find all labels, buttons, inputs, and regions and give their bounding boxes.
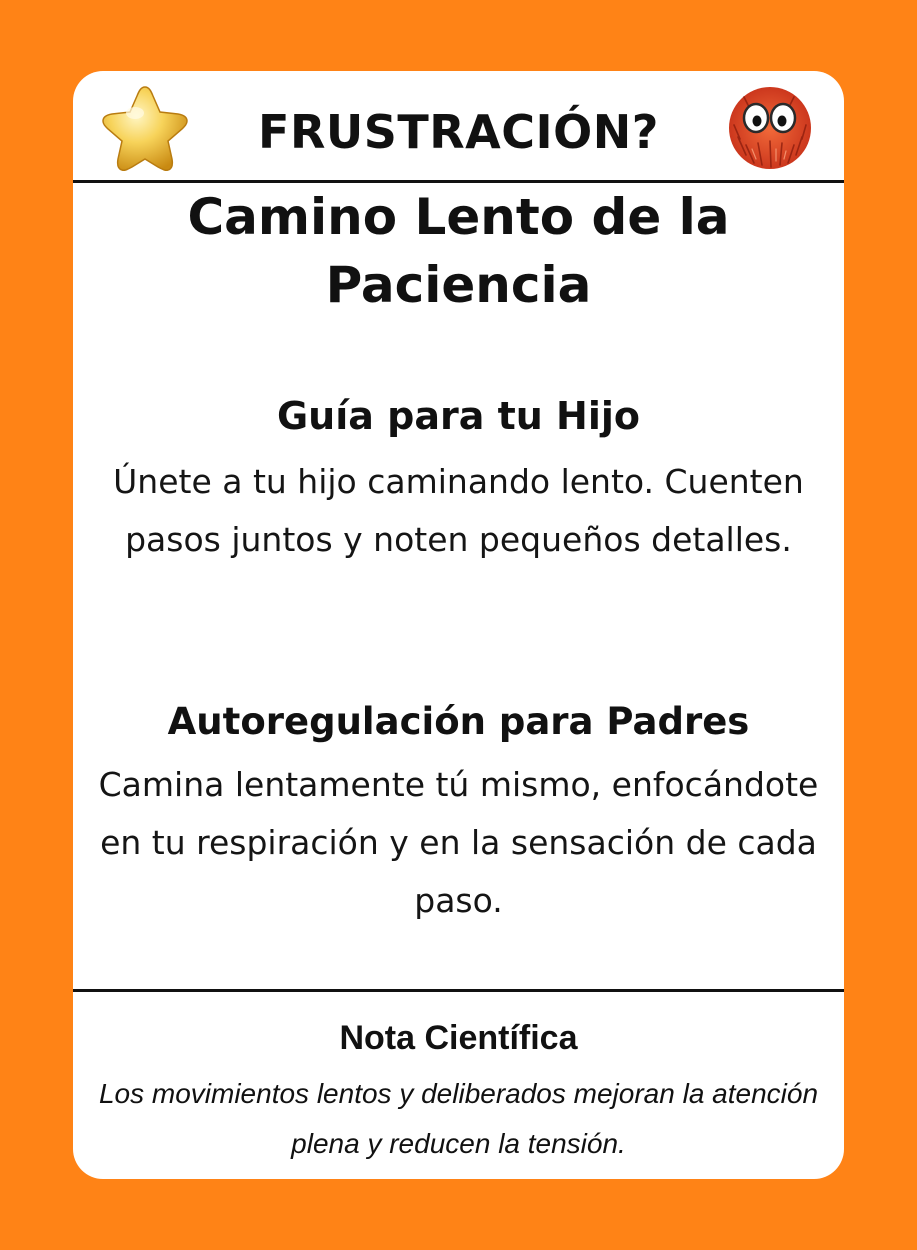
child-guide-heading: Guía para tu Hijo <box>276 394 640 438</box>
parent-selfregulation-heading: Autoregulación para Padres <box>167 700 750 743</box>
activity-card <box>73 71 844 1179</box>
googly-eyes-face-icon <box>724 85 816 171</box>
science-note-body: Los movimientos lentos y deliberados mejoran la atención plena y reducen la tensión. <box>98 1078 819 1159</box>
child-guide-body: Únete a tu hijo caminando lento. Cuenten pasos juntos y noten pequeños detalles. <box>113 462 804 559</box>
science-note-heading: Nota Científica <box>339 1019 578 1057</box>
card-header <box>73 71 844 181</box>
note-divider <box>73 989 844 992</box>
parent-selfregulation-body: Camina lentamente tú mismo, enfocándote en tu respiración y en la sensación de cada paso. <box>98 765 819 920</box>
activity-title: Camino Lento de la Paciencia <box>187 188 730 314</box>
header-title: FRUSTRACIÓN? <box>258 105 659 159</box>
